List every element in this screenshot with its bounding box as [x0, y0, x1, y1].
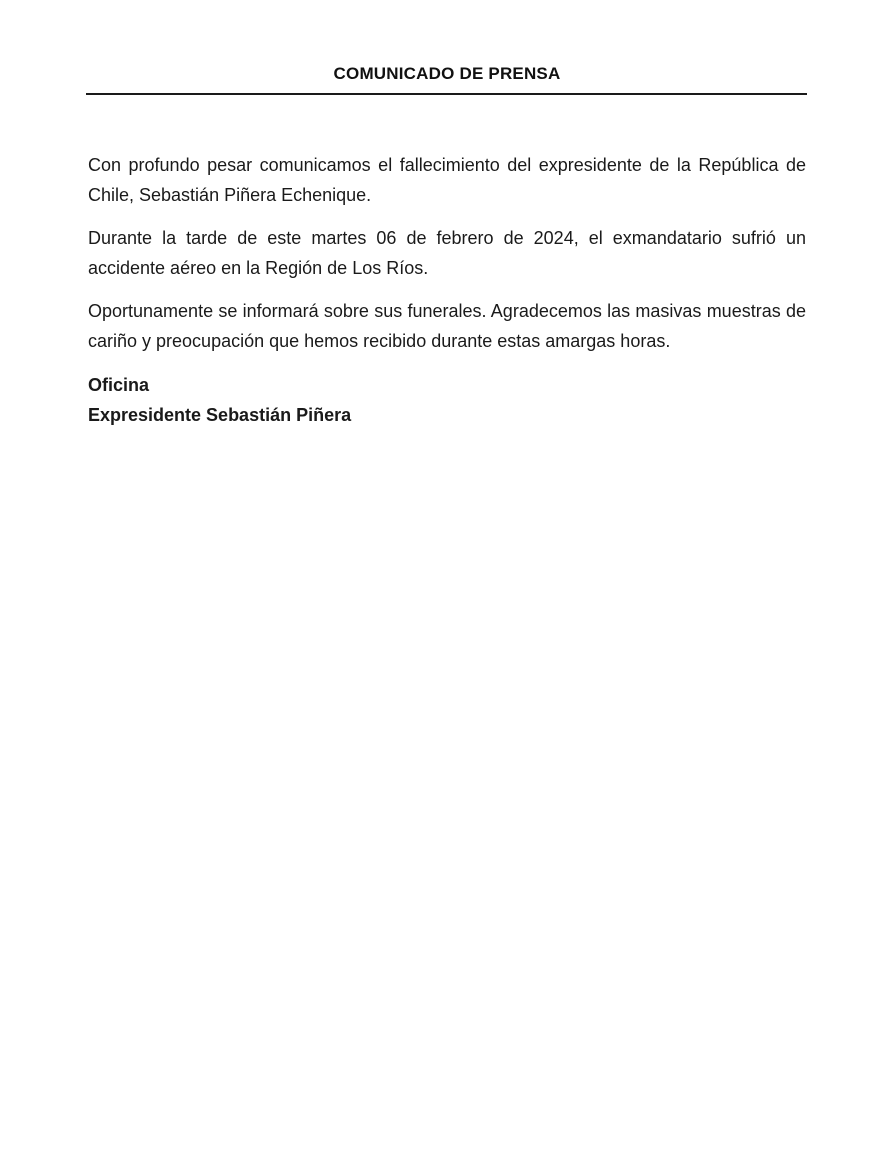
signature-expresident: Expresidente Sebastián Piñera — [88, 405, 352, 425]
signature-office: Oficina — [88, 375, 150, 395]
paragraph-announcement: Con profundo pesar comunicamos el fallecimiento del expresidente de la República de Chile, Sebastián Piñera Echenique. — [88, 155, 806, 205]
paragraph-funerals-gratitude: Oportunamente se informará sobre sus funerales. Agradecemos las masivas muestras de cariño y preocupación que hemos recibido durante estas amargas horas. — [88, 301, 806, 351]
document-title: COMUNICADO DE PRENSA — [333, 64, 561, 83]
title-divider — [86, 93, 807, 95]
document-body — [88, 150, 806, 430]
signature-block — [88, 370, 806, 430]
paragraph-accident-details: Durante la tarde de este martes 06 de febrero de 2024, el exmandatario sufrió un accidente aéreo en la Región de Los Ríos. — [88, 228, 806, 278]
document-header — [88, 64, 806, 95]
